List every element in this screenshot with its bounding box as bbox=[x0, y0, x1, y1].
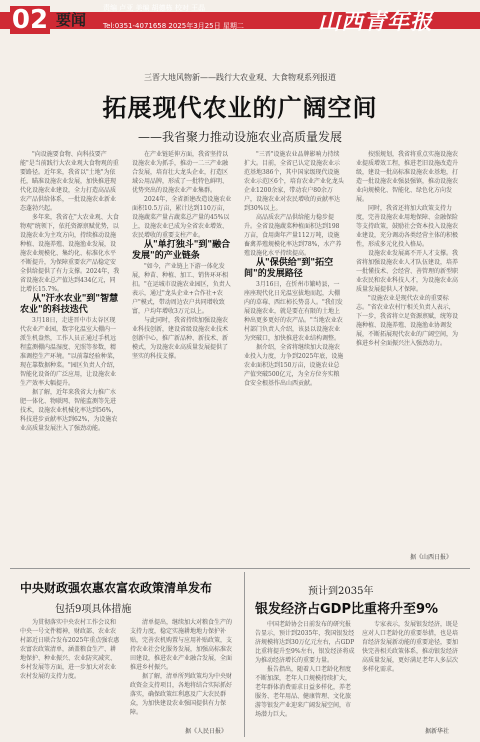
article-column bbox=[20, 618, 120, 728]
paragraph: 设施农业发展离不开人才支撑。我省将加强设施农业人才队伍建设，培养一批懂技术、会经营、善管理的新型职业农民和农业科技人才，为设施农业高质量发展提供人才保障。 bbox=[356, 250, 459, 293]
paragraph: 3月16日，在忻州市繁峙县，一座座现代化日光温室拔地而起，大棚内的草莓、西红柿长势喜人。"我们发展设施农业，就是要在有限的土地上种出更多更好的农产品。"当地农业农村部门负责人介绍，该县以设施农业为突破口，加快推进农业结构调整。 bbox=[244, 281, 343, 342]
vertical-divider bbox=[244, 572, 245, 737]
paragraph: 多年来，我省在"大农业观、大食物观"统领下，依托资源禀赋优势，以设施农业为主攻方向，持续推动设施种植、设施养殖、设施渔业发展，设施农业规模化、集约化、标准化水平不断提升，为保障重要农产品稳定安全供给提供了有力支撑。2024年，我省设施农业总产值达到434亿元，同比增长15.7%。 bbox=[20, 214, 120, 293]
paragraph: 据了解，清单所列政策均为中央财政资金支持项目，各地将结合实际抓好落实，确保政策红利惠及广大农民群众，为加快建设农业强国提供有力保障。 bbox=[130, 673, 233, 716]
article-column bbox=[362, 620, 462, 724]
lead-column-4 bbox=[356, 150, 460, 550]
paragraph: 中国老龄协会日前发布的研究报告显示，预计到2035年，我国银发经济规模将达到30万亿元左右，占GDP比重将提升至9%左右，银发经济将成为推动经济增长的重要力量。 bbox=[255, 621, 355, 664]
paragraph: 据介绍，全省将继续加大设施农业投入力度，力争到2025年底，设施农业面积达到150万亩，设施农业总产值突破500亿元，为全方位夯实粮食安全根基作出山西贡献。 bbox=[244, 344, 344, 387]
lead-kicker: 三晋大地风物新——践行大农业观、大食物观系列报道 bbox=[144, 73, 336, 82]
article-credit: 据新华社 bbox=[425, 728, 450, 735]
page-number: 02 bbox=[11, 5, 49, 35]
article-credit: 据《人民日报》 bbox=[185, 728, 228, 735]
paragraph: "向设施要食物、向科技要产能"是当前践行大农业观大食物观的重要路径。近年来，我省以"土地"为依托，瞄准设施农业发展，加快推进现代化设施农业建设，全力打造高品质农产品供给体系，一批设施农业新业态蓬勃兴起。 bbox=[20, 151, 119, 212]
lead-subhead: ——我省聚力推动设施农业高质量发展 bbox=[137, 130, 342, 144]
section-heading: 从"保供给"到"拓空间"的发展路径 bbox=[244, 258, 334, 279]
lead-headline: 拓展现代农业的广阔空间 bbox=[102, 93, 378, 122]
paragraph: 据了解，近年来我省大力推广水肥一体化、物联网、智能监测等先进技术，设施农业机械化率达到56%，科技进步贡献率达到62%，为设施农业高质量发展注入了强劲动能。 bbox=[20, 389, 118, 432]
masthead bbox=[0, 0, 480, 40]
paragraph: "设施农业是现代农业的重要标志。"省农业农村厅相关负责人表示，下一步，我省将立足资源禀赋，统筹设施种植、设施养殖、设施渔业协调发展，不断拓展现代农业的广阔空间，为推进乡村全面振兴注入强劲动力。 bbox=[356, 295, 459, 347]
date-line: Tel:0351-4071658 2025年3月25日 星期二 bbox=[103, 22, 244, 30]
article-column bbox=[255, 620, 355, 730]
paragraph: 专家表示，发展银发经济，既是应对人口老龄化的重要举措，也是培育经济发展新动能的重要途径，要加快完善相关政策体系，推动银发经济高质量发展，更好满足老年人多层次多样化需求。 bbox=[362, 621, 459, 673]
newspaper-logo: 山西青年报 bbox=[318, 9, 434, 35]
paragraph: 为贯彻落实中央农村工作会议和中央一号文件精神，财政部、农业农村部近日联合发布2025年重点强农惠农富农政策清单，涵盖粮食生产、耕地保护、种业振兴、农业防灾减灾、乡村发展等方面，进一步加大对农业农村发展的支持力度。 bbox=[20, 619, 120, 680]
paragraph: 与此同时，我省持续加强设施农业科技创新，建设省级设施农业技术创新中心，推广新品种、新技术、新模式，为设施农业高质量发展提供了坚实的科技支撑。 bbox=[132, 317, 229, 360]
article-kicker: 预计到2035年 bbox=[308, 586, 374, 597]
section-title: 要闻 bbox=[56, 11, 87, 29]
lead-column-2 bbox=[132, 150, 232, 550]
paragraph: 高品质农产品供给能力稳步提升。全省设施蔬菜种植面积达到198万亩，食用菌年产量112万吨，设施畜禽养殖规模化率达到78%，水产养殖设施化水平持续提高。 bbox=[244, 214, 342, 257]
article-subtitle: 包括9项具体措施 bbox=[55, 604, 132, 615]
lead-credit: 据《山西日报》 bbox=[410, 554, 453, 561]
lead-column-1 bbox=[20, 150, 120, 550]
paragraph: "如今，产业链上下游一体化发展，种苗、种植、加工、销售环环相扣。"在运城市设施农业园区，负责人表示，通过"龙头企业+合作社+农户"模式，带动周边农户共同增收致富，户均年增收3万元以上。 bbox=[132, 263, 231, 315]
article-title: 银发经济占GDP比重将升至9% bbox=[255, 602, 439, 617]
paragraph: 同时，我省还将加大政策支持力度，完善设施农业用地保障、金融保险等支持政策，鼓励社会资本投入设施农业建设，充分调动各类经营主体的积极性，形成多元化投入格局。 bbox=[356, 205, 459, 248]
article-column bbox=[130, 618, 234, 722]
paragraph: "三晋"设施农业品牌影响力持续扩大。目前，全省已认定设施农业示范基地386个，其中国家级现代设施农业示范区6个，培育农业产业化龙头企业1200余家，带动农户80余万户，设施农业对农民增收的贡献率达到30%以上。 bbox=[244, 151, 344, 212]
paragraph: 清单提出，继续加大对粮食生产的支持力度，稳定实施耕地地力保护补贴，完善农机购置与应用补贴政策，支持农业社会化服务发展，加强高标准农田建设，推进农业产业融合发展，全面推进乡村振兴。 bbox=[130, 619, 233, 671]
article-title: 中央财政强农惠农富农政策清单发布 bbox=[20, 581, 213, 595]
paragraph: 按照规划，我省将重点实施设施农业提质增效工程，推进老旧设施改造升级，建设一批高标准设施农业基地，打造一批设施农业强县强镇，推动设施农业向规模化、智能化、绿色化方向发展。 bbox=[356, 151, 459, 203]
paragraph: 2024年，全省新建改造设施农业面积10.5万亩，累计达到110万亩，设施蔬菜产量占蔬菜总产量的45%以上，设施农业已成为全省农业增效、农民增收的重要支柱产业。 bbox=[132, 196, 232, 239]
editor-credits: 责编 卢亚 美编 胡德栋 校对 王晶 bbox=[103, 4, 206, 12]
paragraph: 在产业链延伸方面，我省坚持以设施农业为抓手，推动一二三产业融合发展，培育壮大龙头企业，打造区域公用品牌，形成了一批特色鲜明、优势突出的设施农业产业集群。 bbox=[132, 151, 229, 194]
paragraph: 3月18日，走进晋中市太谷区现代农业产业园，数字化温室大棚内一派生机盎然，工作人员正通过手机远程监测棚内温湿度、光照等参数，精准调控生产环境。"以前靠经验种菜，现在靠数据种菜。"园区负责人介绍，智能化设备的广泛应用，让设施农业生产效率大幅提升。 bbox=[20, 317, 119, 387]
section-heading: 从"单打独斗"到"融合发展"的产业链条 bbox=[132, 240, 231, 261]
lead-column-3 bbox=[244, 150, 344, 550]
horizontal-divider bbox=[10, 568, 470, 569]
paragraph: 报告指出，随着人口老龄化程度不断加深，老年人口规模持续扩大，老年群体消费需求日益多样化，养老服务、老年用品、健康管理、文化旅游等银发产业迎来广阔发展空间，市场潜力巨大。 bbox=[255, 666, 352, 718]
section-heading: 从"汗水农业"到"智慧农业"的科技迭代 bbox=[20, 294, 119, 315]
